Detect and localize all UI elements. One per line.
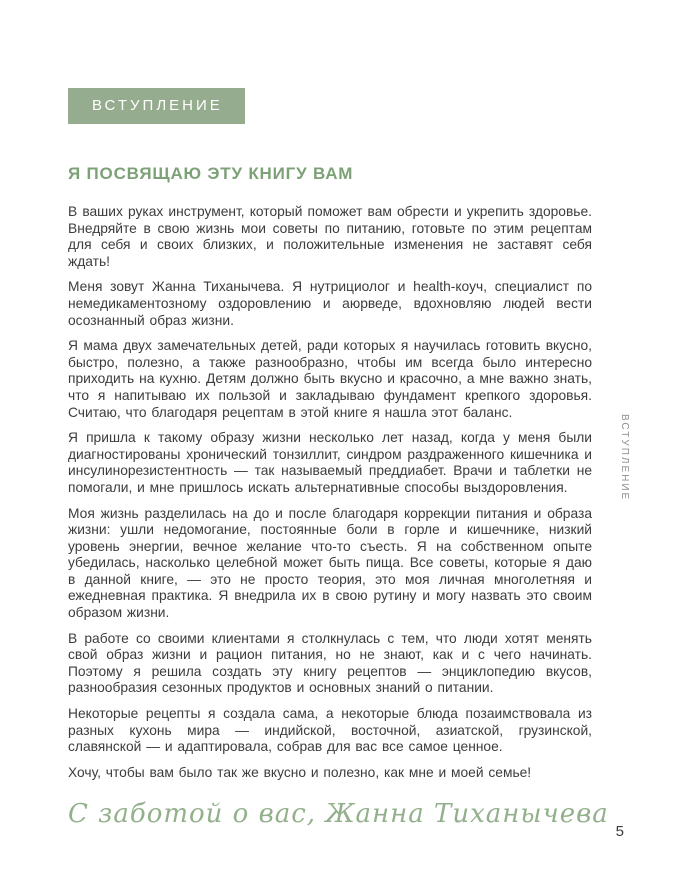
page-number: 5 <box>615 823 624 840</box>
page-content <box>68 88 609 830</box>
paragraph: Моя жизнь разделилась на до и после благодаря коррекции питания и образа жизни: ушли недомогание, постоянные боли в горле и кишечнике, низкий уровень энергии, вечное желание что-то съесть. Я на собственном опыте убедилась, насколько целебной может быть пища. Все советы, которые я даю в данной книге, — это не просто теория, это моя личная многолетняя и ежедневная практика. Я внедрила их в свою рутину и могу назвать это своим образом жизни. <box>68 505 592 621</box>
sidebar-section-label: ВСТУПЛЕНИЕ <box>619 414 630 502</box>
paragraph: Я пришла к такому образу жизни несколько лет назад, когда у меня были диагностированы хронический тонзиллит, синдром раздраженного кишечника и инсулинорезистентность — так называемый преддиабет. Врачи и таблетки не помогали, и мне пришлось искать альтернативные способы выздоровления. <box>68 430 592 495</box>
section-badge: ВСТУПЛЕНИЕ <box>68 88 245 124</box>
body-text-block <box>68 204 592 781</box>
paragraph: Я мама двух замечательных детей, ради которых я научилась готовить вкусно, быстро, полезно, а также разнообразно, чтобы им всегда было интересно приходить на кухню. Детям должно быть вкусно и красочно, а мне важно знать, что я напитываю их пользой и закладываю фундамент крепкого здоровья. Считаю, что благодаря рецептам в этой книге я нашла этот баланс. <box>68 338 592 420</box>
paragraph: Хочу, чтобы вам было так же вкусно и полезно, как мне и моей семье! <box>68 764 532 780</box>
paragraph: Меня зовут Жанна Тиханычева. Я нутрициолог и health-коуч, специалист по немедикаментозному оздоровлению и аюрведе, вдохновляю людей вести осознанный образ жизни. <box>68 279 592 328</box>
paragraph: В работе со своими клиентами я столкнулась с тем, что люди хотят менять свой образ жизни и рацион питания, но не знают, как и с чего начинать. Поэтому я решила создать эту книгу рецептов — энциклопедию вкусов, разнообразия сезонных продуктов и основных знаний о питании. <box>68 630 592 696</box>
paragraph: В ваших руках инструмент, который поможет вам обрести и укрепить здоровье. Внедряйте в свою жизнь мои советы по питанию, готовьте по этим рецептам для себя и своих близких, и положительные изменения не заставят себя ждать! <box>68 204 592 269</box>
page-title: Я ПОСВЯЩАЮ ЭТУ КНИГУ ВАМ <box>68 164 354 183</box>
paragraph: Некоторые рецепты я создала сама, а некоторые блюда позаимствовала из разных кухонь мира — индийской, восточной, азиатской, грузинской, славянской — и адаптировала, собрав для вас все самое ценное. <box>68 706 592 755</box>
author-signature: С заботой о вас, Жанна Тиханычева <box>68 799 609 830</box>
